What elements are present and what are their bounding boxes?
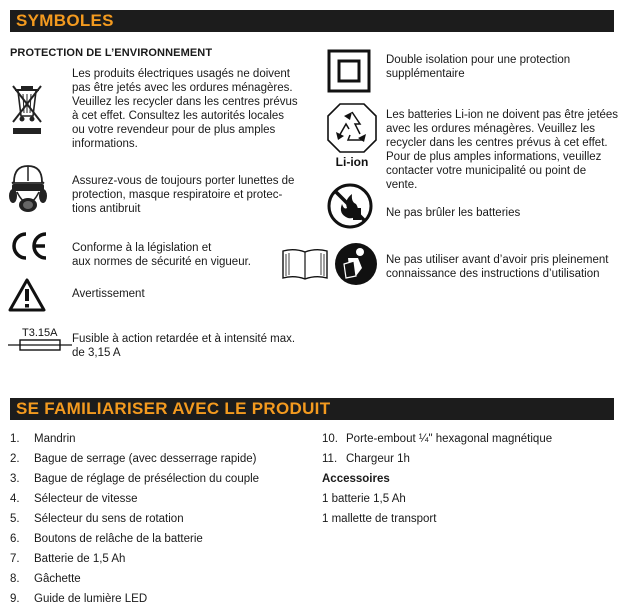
list-item: 8. Gâchette <box>10 573 81 585</box>
list-item: 3. Bague de réglage de présélection du couple <box>10 473 260 485</box>
manual-text: Ne pas utiliser avant d’avoir pris pleinement connaissance des instructions d’utilisation <box>386 254 609 280</box>
manual-book-icon <box>280 246 330 282</box>
no-burn-text: Ne pas brûler les batteries <box>386 207 521 219</box>
list-item: 6. Boutons de relâche de la batterie <box>10 533 203 545</box>
fuse-text: Fusible à action retardée et à intensité max. de 3,15 A <box>72 333 296 359</box>
list-item: 7. Batterie de 1,5 Ah <box>10 553 126 565</box>
fuse-label: T3.15A <box>22 327 58 339</box>
list-item: 9. Guide de lumière LED <box>10 593 148 605</box>
ce-text: Conforme à la législation et aux normes de sécurité en vigueur. <box>72 242 251 268</box>
symbols-section-title: SYMBOLES <box>10 10 614 32</box>
environment-title: PROTECTION DE L’ENVIRONNEMENT <box>10 47 213 59</box>
li-ion-recycle-icon <box>326 102 378 170</box>
warning-triangle-icon <box>8 277 46 313</box>
list-item: 10. Porte-embout ¼" hexagonal magnétique <box>322 433 553 445</box>
no-burn-batteries-icon <box>326 182 374 230</box>
accessories-title: Accessoires <box>322 473 390 485</box>
list-item: 2. Bague de serrage (avec desserrage rapide) <box>10 453 257 465</box>
protective-gear-icon <box>8 162 48 216</box>
li-ion-label: Li-ion <box>335 155 369 169</box>
product-section-title: SE FAMILIARISER AVEC LE PRODUIT <box>10 398 614 420</box>
read-manual-icon <box>334 242 378 286</box>
warning-text: Avertissement <box>72 288 145 300</box>
double-insulation-text: Double isolation pour une protection supplémentaire <box>386 54 571 80</box>
protection-text: Assurez-vous de toujours porter lunettes de protection, masque respiratoire et protec- tions antibruit <box>72 175 295 215</box>
list-item: 5. Sélecteur du sens de rotation <box>10 513 184 525</box>
environment-text: Les produits électriques usagés ne doivent pas être jetés avec les ordures ménagères. Veuillez les recycler dans les centres prévus à cet effet. Consultez les autorités locales ou votre revendeur pour de plus amples informations. <box>72 68 298 150</box>
li-ion-text: Les batteries Li-ion ne doivent pas être jetées avec les ordures ménagères. Veuillez les recycler dans les centres prévus à cet effet. Pour de plus amples informations, veuillez contacter votre municipalité ou point de vente. <box>386 109 619 191</box>
accessory-item: 1 mallette de transport <box>322 513 437 525</box>
list-item: 1. Mandrin <box>10 433 76 445</box>
crossed-bin-icon <box>11 82 45 138</box>
fuse-icon <box>8 326 72 354</box>
list-item: 11. Chargeur 1h <box>322 453 410 465</box>
double-insulation-icon <box>326 48 372 94</box>
list-item: 4. Sélecteur de vitesse <box>10 493 138 505</box>
ce-mark-icon <box>8 231 50 261</box>
accessory-item: 1 batterie 1,5 Ah <box>322 493 406 505</box>
